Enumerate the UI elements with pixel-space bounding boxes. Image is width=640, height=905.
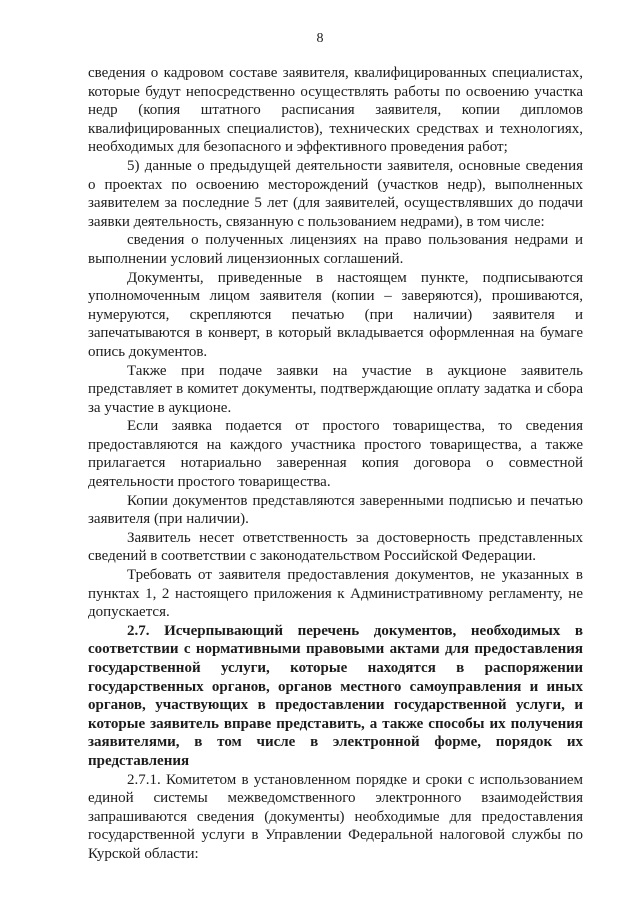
paragraph-2-7-1: 2.7.1. Комитетом в установленном порядке и сроки с использованием единой системы межведомственного электронного взаимодействия запрашиваются сведения (документы) необходимые для предоставления государственной услуги в Управлении Федеральной налоговой службы по Курской области: (88, 771, 583, 862)
page-number: 8 (316, 31, 324, 46)
paragraph-deposit-payment: Также при подаче заявки на участие в аукционе заявитель представляет в комитет документы, подтверждающие оплату задатка и сбора за участие в аукционе. (88, 362, 583, 416)
paragraph-partnership: Если заявка подается от простого товарищества, то сведения предоставляются на каждого участника простого товарищества, а также прилагается нотариально заверенная копия договора о совместной деятельности простого товарищества. (88, 418, 583, 491)
paragraph-previous-activity: 5) данные о предыдущей деятельности заявителя, основные сведения о проектах по освоению месторождений (участков недр), выполненных заявителем за последние 5 лет (для заявителей, осуществлявших до подачи заявки деятельность, связанную с пользованием недрами), в том числе: (88, 157, 583, 230)
section-heading-2-7: 2.7. Исчерпывающий перечень документов, необходимых в соответствии с нормативными правовыми актами для предоставления государственной услуги, которые находятся в распоряжении государственных органов, органов местного самоуправления и иных органов, участвующих в предоставлении государственной услуги, и которые заявитель вправе представить, а также способы их получения заявителями, в том числе в электронной форме, порядок их представления (88, 622, 583, 769)
document-body (88, 64, 583, 864)
paragraph-licenses: сведения о полученных лицензиях на право пользования недрами и выполнении условий лицензионных соглашений. (88, 232, 583, 267)
paragraph-responsibility: Заявитель несет ответственность за достоверность представленных сведений в соответствии с законодательством Российской Федерации. (88, 529, 583, 565)
paragraph-not-required-docs: Требовать от заявителя предоставления документов, не указанных в пунктах 1, 2 настоящего приложения к Административному регламенту, не допускается. (88, 567, 583, 621)
paragraph-documents-signing: Документы, приведенные в настоящем пункте, подписываются уполномоченным лицом заявителя (копии – заверяются), прошиваются, нумеруются, скрепляются печатью (при наличии) заявителя и запечатываются в конверт, в который вкладывается оформленная на бумаге опись документов. (88, 269, 583, 360)
paragraph-staff-info: сведения о кадровом составе заявителя, квалифицированных специалистах, которые будут непосредственно осуществлять работы по освоению участка недр (копия штатного расписания заявителя, копии дипломов квалифицированных специалистов), технических средствах и технологиях, необходимых для безопасного и эффективного проведения работ; (88, 65, 583, 156)
paragraph-copies-certified: Копии документов представляются заверенными подписью и печатью заявителя (при наличии). (88, 492, 583, 528)
